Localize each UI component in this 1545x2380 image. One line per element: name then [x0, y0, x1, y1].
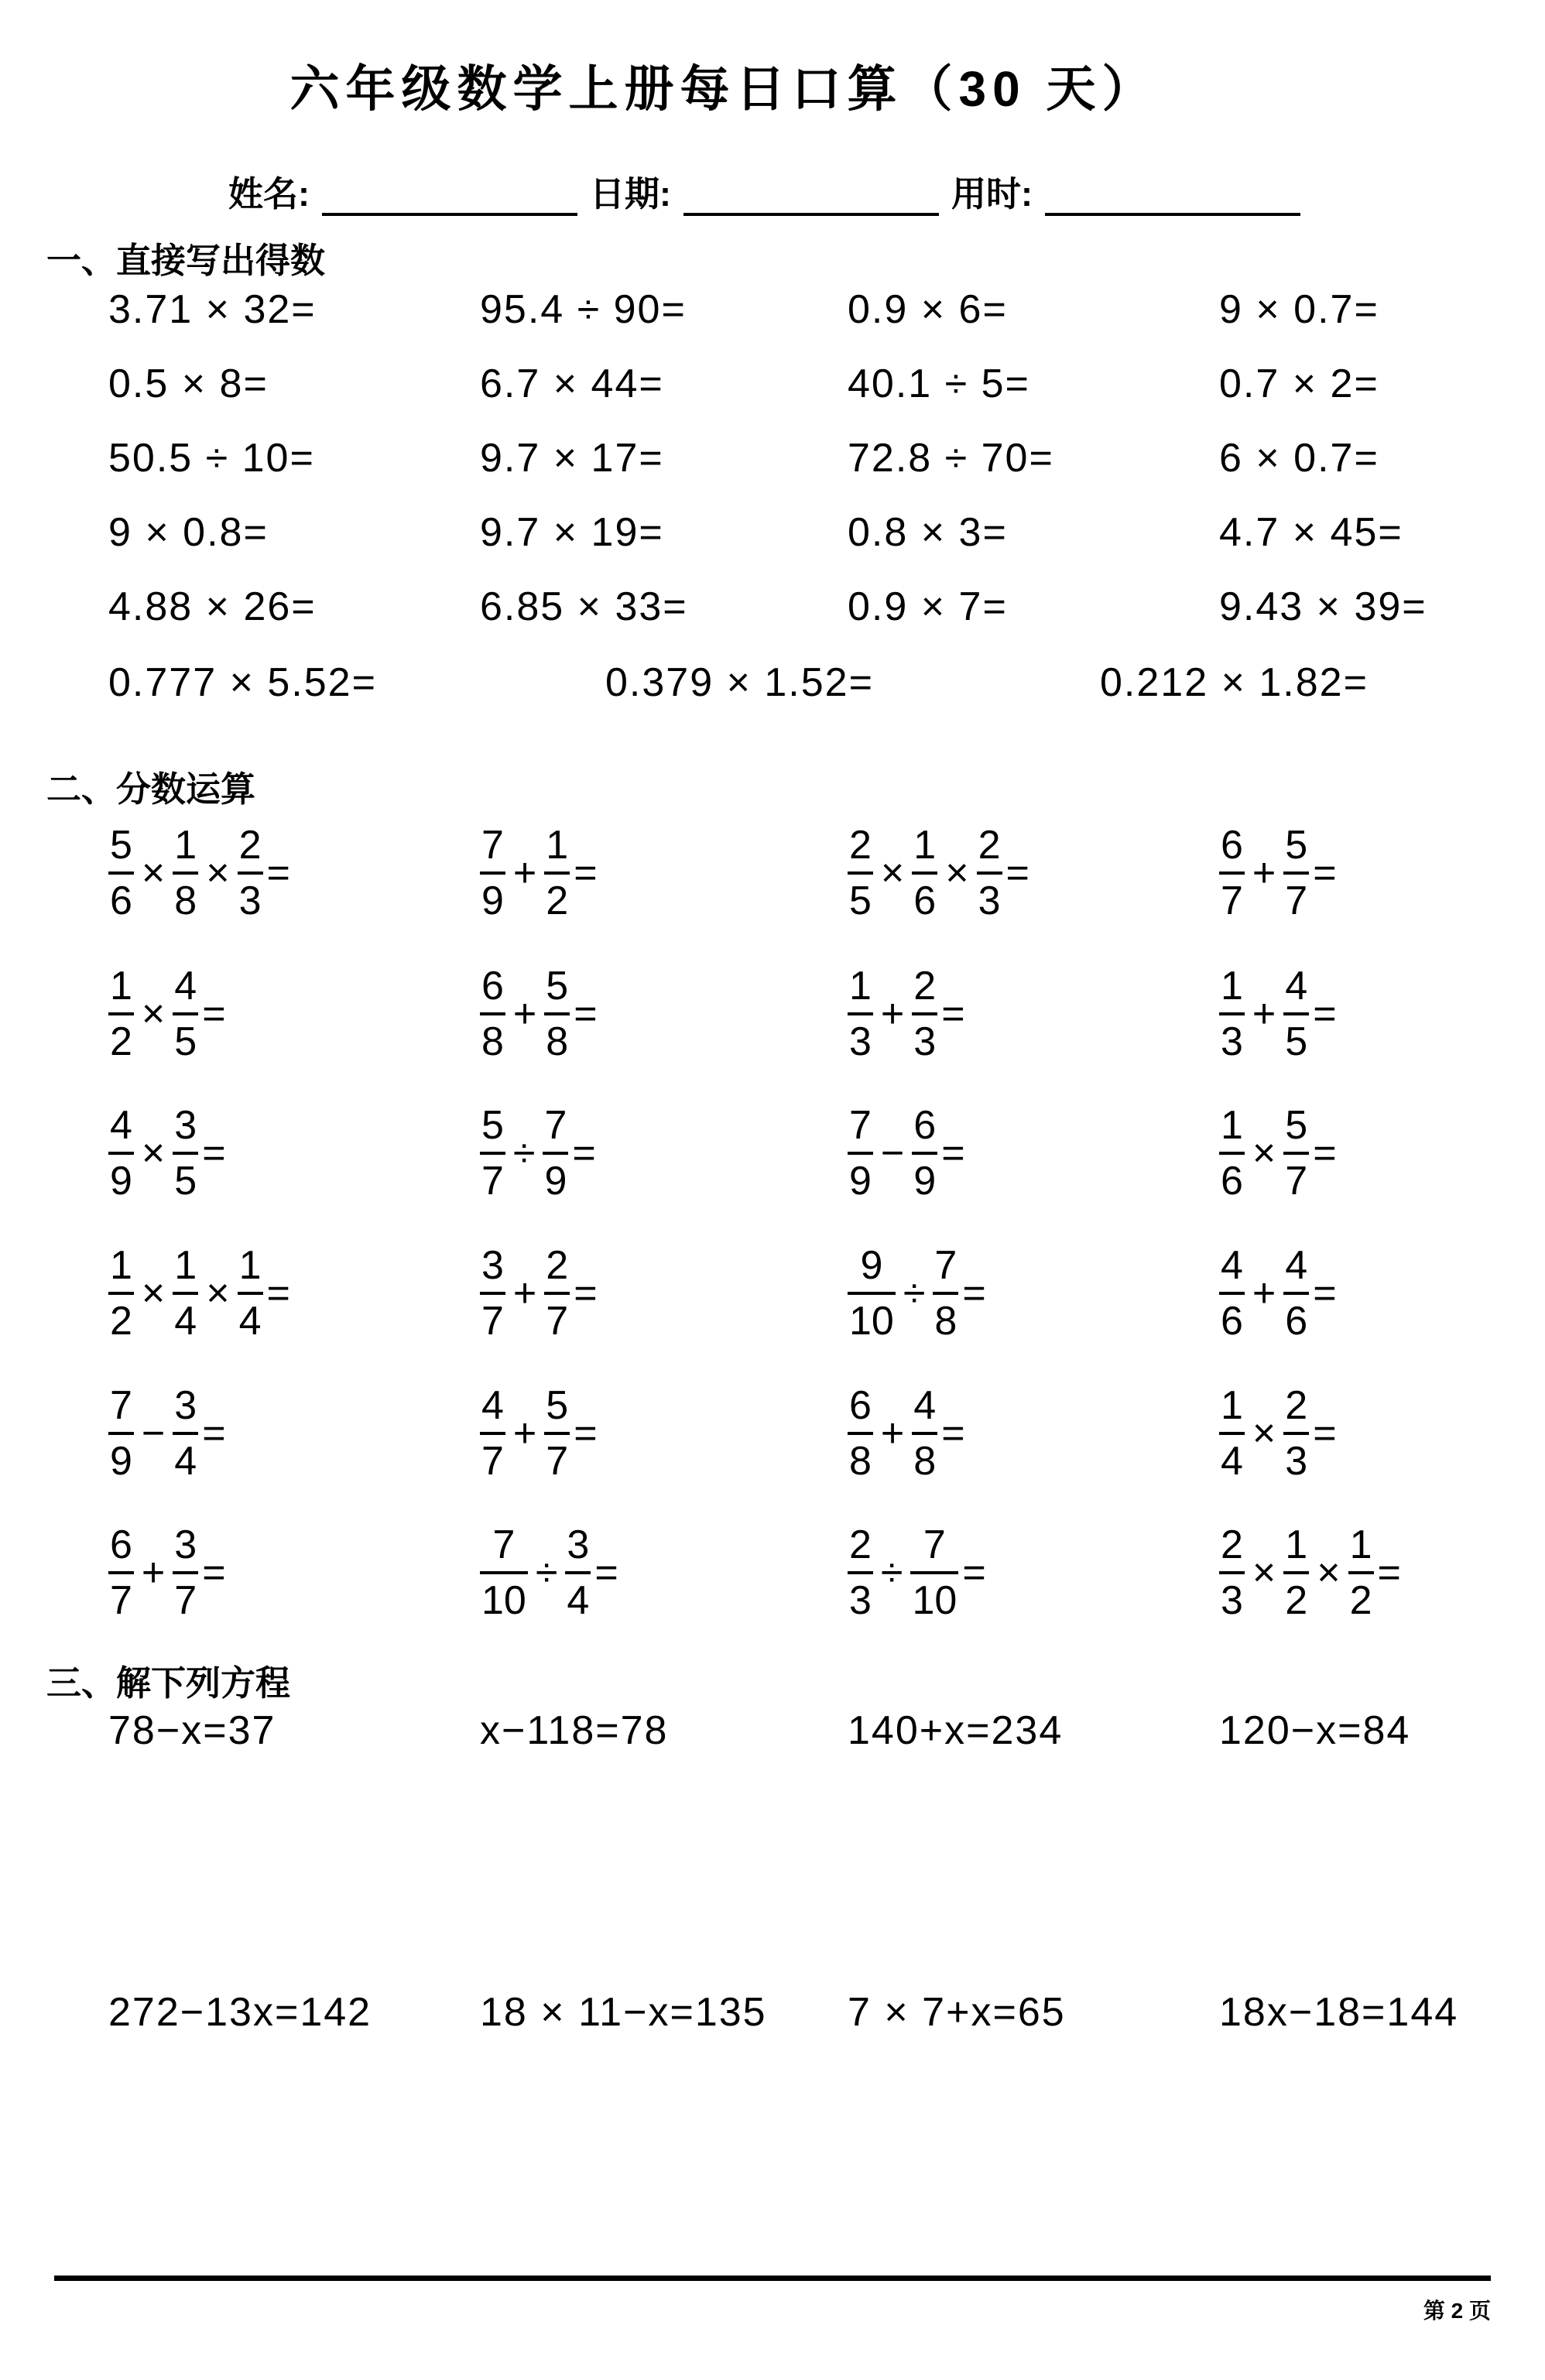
arithmetic-problem: 0.5 × 8=: [108, 361, 269, 406]
denominator: 7: [480, 1292, 505, 1341]
fraction: [848, 1522, 873, 1623]
fraction: [1283, 1243, 1309, 1344]
section-heading-fractions: 二、分数运算: [46, 769, 256, 809]
arithmetic-problem: 6 × 0.7=: [1219, 436, 1379, 481]
name-blank: [322, 205, 577, 216]
fraction: [1219, 1103, 1245, 1204]
equation-problem: 140+x=234: [848, 1708, 1064, 1753]
numerator: 2: [849, 823, 872, 868]
denominator: 3: [1283, 1432, 1309, 1481]
equation-problem: 120−x=84: [1219, 1708, 1411, 1753]
equals-sign: =: [266, 1271, 290, 1316]
operator: +: [512, 851, 537, 895]
equals-sign: =: [941, 991, 965, 1036]
equals-sign: =: [574, 851, 598, 895]
numerator: 3: [567, 1522, 590, 1567]
time-label: 用时:: [951, 174, 1033, 214]
operator: +: [880, 991, 905, 1036]
equals-sign: =: [1313, 851, 1337, 895]
numerator: 7: [934, 1243, 957, 1288]
equals-sign: =: [574, 1271, 598, 1316]
equals-sign: =: [941, 1411, 965, 1456]
fraction-problem: [848, 1522, 986, 1623]
operator: +: [1252, 851, 1276, 895]
denominator: 2: [108, 1012, 134, 1062]
operator: +: [880, 1411, 905, 1456]
fraction: [173, 1383, 198, 1484]
equals-sign: =: [962, 1271, 986, 1316]
fraction: [1219, 825, 1245, 921]
fraction-problem: [480, 1243, 598, 1344]
equation-problem: x−118=78: [480, 1708, 669, 1753]
numerator: 1: [174, 1243, 197, 1288]
fraction: [848, 825, 873, 921]
operator: ÷: [535, 1550, 558, 1595]
fraction: [1219, 1243, 1245, 1344]
arithmetic-problem: 9.43 × 39=: [1219, 584, 1427, 629]
arithmetic-problem: 6.7 × 44=: [480, 361, 664, 406]
page-number: 第 2 页: [1423, 2299, 1491, 2323]
fraction-problem: [848, 1243, 986, 1344]
equals-sign: =: [202, 1550, 226, 1595]
numerator: 5: [110, 823, 132, 868]
date-blank: [683, 205, 939, 216]
numerator: 9: [860, 1243, 883, 1288]
fraction-problem: [108, 1383, 226, 1484]
fraction-problem: [1219, 1383, 1337, 1484]
fraction-problem: [108, 1103, 226, 1204]
numerator: 1: [1221, 964, 1243, 1009]
equals-sign: =: [266, 851, 290, 895]
equation-problem: 272−13x=142: [108, 1990, 372, 2035]
numerator: 4: [1221, 1243, 1243, 1288]
denominator: 3: [1219, 1571, 1245, 1621]
numerator: 1: [913, 823, 937, 868]
denominator: 9: [480, 872, 505, 921]
fraction: [1219, 1522, 1245, 1623]
operator: ÷: [903, 1271, 926, 1316]
equals-sign: =: [1005, 851, 1029, 895]
denominator: 3: [912, 1012, 937, 1062]
operator: ×: [880, 851, 905, 895]
fraction: [912, 966, 937, 1062]
numerator: 1: [1221, 1103, 1243, 1148]
equals-sign: =: [202, 1131, 226, 1176]
fraction: [1219, 1383, 1245, 1484]
fraction: [108, 825, 134, 921]
fraction-problem: [1219, 1243, 1337, 1344]
denominator: 3: [977, 872, 1002, 921]
operator: +: [512, 1411, 537, 1456]
denominator: 6: [1219, 1292, 1245, 1341]
arithmetic-problem: 9 × 0.7=: [1219, 287, 1379, 332]
denominator: 2: [108, 1292, 134, 1341]
numerator: 5: [1285, 1103, 1308, 1148]
denominator: 8: [544, 1012, 570, 1062]
fraction: [565, 1522, 591, 1623]
fraction-problem: [108, 1522, 226, 1623]
numerator: 3: [174, 1103, 197, 1148]
denominator: 10: [848, 1292, 896, 1341]
denominator: 2: [1283, 1571, 1309, 1621]
fraction-problem: [1219, 1522, 1401, 1623]
fraction: [933, 1243, 958, 1344]
numerator: 2: [546, 1243, 569, 1288]
arithmetic-problem: 95.4 ÷ 90=: [480, 287, 687, 332]
denominator: 8: [480, 1012, 505, 1062]
operator: +: [1252, 1271, 1276, 1316]
fraction: [108, 1522, 134, 1623]
equals-sign: =: [1313, 1271, 1337, 1316]
fraction: [480, 1383, 505, 1484]
equals-sign: =: [941, 1131, 965, 1176]
denominator: 3: [848, 1012, 873, 1062]
denominator: 8: [933, 1292, 958, 1341]
equals-sign: =: [962, 1550, 986, 1595]
fraction: [848, 1243, 896, 1344]
numerator: 7: [544, 1103, 567, 1148]
fraction: [1219, 966, 1245, 1062]
operator: ÷: [512, 1131, 536, 1176]
denominator: 9: [108, 1432, 134, 1481]
denominator: 7: [544, 1292, 570, 1341]
fraction: [848, 1103, 873, 1204]
fraction: [544, 825, 570, 921]
fraction: [544, 1243, 570, 1344]
fraction: [543, 1103, 568, 1204]
operator: ×: [1252, 1131, 1276, 1176]
denominator: 6: [108, 872, 134, 921]
denominator: 10: [480, 1571, 528, 1621]
fraction-problem: [480, 966, 598, 1062]
denominator: 6: [1283, 1292, 1309, 1341]
numerator: 4: [481, 1383, 504, 1428]
numerator: 2: [913, 964, 937, 1009]
operator: ×: [141, 1271, 166, 1316]
fraction: [1283, 966, 1309, 1062]
arithmetic-problem: 9.7 × 19=: [480, 510, 664, 555]
fraction: [912, 825, 937, 921]
denominator: 7: [544, 1432, 570, 1481]
operator: +: [141, 1550, 166, 1595]
arithmetic-problem: 0.379 × 1.52=: [605, 660, 874, 705]
fraction-problem: [1219, 825, 1337, 921]
fraction: [1283, 1522, 1309, 1623]
fraction: [480, 1243, 505, 1344]
numerator: 6: [110, 1522, 132, 1567]
numerator: 4: [1285, 964, 1308, 1009]
fraction: [1283, 1383, 1309, 1484]
fraction: [108, 1383, 134, 1484]
denominator: 3: [238, 872, 263, 921]
fraction-problem: [480, 1383, 598, 1484]
fraction: [173, 1243, 198, 1344]
denominator: 7: [480, 1432, 505, 1481]
numerator: 2: [1221, 1522, 1243, 1567]
denominator: 8: [912, 1432, 937, 1481]
denominator: 4: [1219, 1432, 1245, 1481]
fraction: [1348, 1522, 1374, 1623]
fraction-problem: [848, 1103, 965, 1204]
operator: −: [880, 1131, 905, 1176]
operator: +: [1252, 991, 1276, 1036]
fraction: [848, 966, 873, 1062]
fraction: [910, 1522, 958, 1623]
numerator: 2: [238, 823, 262, 868]
time-blank: [1045, 205, 1300, 216]
arithmetic-problem: 9 × 0.8=: [108, 510, 269, 555]
numerator: 1: [174, 823, 197, 868]
equals-sign: =: [202, 1411, 226, 1456]
fraction: [848, 1383, 873, 1484]
denominator: 7: [108, 1571, 134, 1621]
fraction-problem: [1219, 966, 1337, 1062]
numerator: 1: [110, 964, 132, 1009]
fraction: [108, 1103, 134, 1204]
fraction-problem: [848, 825, 1029, 921]
denominator: 7: [1283, 1152, 1309, 1201]
numerator: 7: [923, 1522, 946, 1567]
fraction-problem: [108, 825, 290, 921]
numerator: 6: [849, 1383, 872, 1428]
arithmetic-problem: 9.7 × 17=: [480, 436, 664, 481]
fraction-problem: [480, 825, 598, 921]
fraction: [1283, 825, 1309, 921]
operator: ×: [1317, 1550, 1341, 1595]
equals-sign: =: [1377, 1550, 1401, 1595]
numerator: 1: [849, 964, 872, 1009]
denominator: 2: [1348, 1571, 1374, 1621]
fraction: [977, 825, 1002, 921]
numerator: 1: [110, 1243, 132, 1288]
numerator: 2: [978, 823, 1001, 868]
denominator: 9: [912, 1152, 937, 1201]
denominator: 4: [565, 1571, 591, 1621]
denominator: 7: [1219, 872, 1245, 921]
denominator: 3: [848, 1571, 873, 1621]
equals-sign: =: [1313, 991, 1337, 1036]
denominator: 6: [1219, 1152, 1245, 1201]
equation-problem: 78−x=37: [108, 1708, 276, 1753]
numerator: 1: [1285, 1522, 1308, 1567]
fraction: [108, 1243, 134, 1344]
denominator: 9: [108, 1152, 134, 1201]
operator: ×: [141, 991, 166, 1036]
section-heading-arithmetic: 一、直接写出得数: [46, 241, 326, 280]
denominator: 4: [238, 1292, 263, 1341]
denominator: 8: [848, 1432, 873, 1481]
fraction: [173, 1103, 198, 1204]
denominator: 9: [848, 1152, 873, 1201]
fraction: [173, 1522, 198, 1623]
operator: ×: [141, 1131, 166, 1176]
numerator: 5: [546, 1383, 569, 1428]
numerator: 7: [849, 1103, 872, 1148]
fraction: [480, 825, 505, 921]
name-date-time-line: [228, 166, 1300, 216]
numerator: 4: [110, 1103, 132, 1148]
arithmetic-problem: 6.85 × 33=: [480, 584, 688, 629]
fraction: [1283, 1103, 1309, 1204]
fraction: [912, 1103, 937, 1204]
equation-problem: 18 × 11−x=135: [480, 1990, 767, 2035]
arithmetic-problem: 50.5 ÷ 10=: [108, 436, 315, 481]
denominator: 7: [1283, 872, 1309, 921]
numerator: 1: [546, 823, 569, 868]
arithmetic-problem: 3.71 × 32=: [108, 287, 317, 332]
arithmetic-problem: 0.7 × 2=: [1219, 361, 1379, 406]
denominator: 2: [544, 872, 570, 921]
fraction-problem: [848, 1383, 965, 1484]
equation-problem: 7 × 7+x=65: [848, 1990, 1066, 2035]
fraction: [173, 825, 198, 921]
denominator: 4: [173, 1432, 198, 1481]
denominator: 7: [173, 1571, 198, 1621]
numerator: 4: [174, 964, 197, 1009]
fraction: [480, 966, 505, 1062]
fraction: [480, 1522, 528, 1623]
operator: ×: [206, 1271, 230, 1316]
operator: −: [141, 1411, 166, 1456]
name-label: 姓名:: [228, 174, 310, 214]
denominator: 10: [910, 1571, 958, 1621]
fraction-problem: [1219, 1103, 1337, 1204]
denominator: 9: [543, 1152, 568, 1201]
fraction-problem: [108, 1243, 290, 1344]
numerator: 3: [174, 1522, 197, 1567]
fraction: [238, 1243, 263, 1344]
denominator: 4: [173, 1292, 198, 1341]
equals-sign: =: [574, 991, 598, 1036]
arithmetic-problem: 0.777 × 5.52=: [108, 660, 377, 705]
denominator: 5: [173, 1152, 198, 1201]
denominator: 6: [912, 872, 937, 921]
arithmetic-problem: 72.8 ÷ 70=: [848, 436, 1054, 481]
fraction-problem: [848, 966, 965, 1062]
numerator: 7: [110, 1383, 132, 1428]
fraction: [480, 1103, 505, 1204]
fraction: [544, 966, 570, 1062]
section-heading-equations: 三、解下列方程: [46, 1663, 291, 1703]
denominator: 5: [848, 872, 873, 921]
page-title: 六年级数学上册每日口算（30 天）: [289, 61, 1158, 117]
numerator: 5: [1285, 823, 1308, 868]
equals-sign: =: [572, 1131, 596, 1176]
numerator: 3: [481, 1243, 504, 1288]
denominator: 7: [480, 1152, 505, 1201]
denominator: 5: [1283, 1012, 1309, 1062]
equals-sign: =: [594, 1550, 618, 1595]
operator: +: [512, 1271, 537, 1316]
numerator: 2: [849, 1522, 872, 1567]
fraction: [238, 825, 263, 921]
arithmetic-problem: 0.8 × 3=: [848, 510, 1008, 555]
equation-problem: 18x−18=144: [1219, 1990, 1459, 2035]
numerator: 5: [546, 964, 569, 1009]
arithmetic-problem: 0.212 × 1.82=: [1100, 660, 1369, 705]
denominator: 5: [173, 1012, 198, 1062]
numerator: 5: [481, 1103, 504, 1148]
equals-sign: =: [1313, 1131, 1337, 1176]
equals-sign: =: [202, 991, 226, 1036]
numerator: 6: [481, 964, 504, 1009]
numerator: 3: [174, 1383, 197, 1428]
fraction: [108, 966, 134, 1062]
arithmetic-problem: 40.1 ÷ 5=: [848, 361, 1030, 406]
numerator: 6: [913, 1103, 937, 1148]
footer-divider: [54, 2276, 1491, 2281]
date-label: 日期:: [590, 174, 671, 214]
fraction: [173, 966, 198, 1062]
arithmetic-problem: 0.9 × 6=: [848, 287, 1008, 332]
operator: ×: [1252, 1411, 1276, 1456]
numerator: 7: [492, 1522, 516, 1567]
fraction-problem: [480, 1103, 596, 1204]
fraction: [912, 1383, 937, 1484]
arithmetic-problem: 4.88 × 26=: [108, 584, 317, 629]
operator: ÷: [880, 1550, 903, 1595]
arithmetic-problem: 4.7 × 45=: [1219, 510, 1403, 555]
operator: ×: [206, 851, 230, 895]
equals-sign: =: [1313, 1411, 1337, 1456]
fraction-problem: [480, 1522, 618, 1623]
numerator: 1: [238, 1243, 262, 1288]
equals-sign: =: [574, 1411, 598, 1456]
operator: ×: [945, 851, 969, 895]
numerator: 1: [1349, 1522, 1372, 1567]
operator: +: [512, 991, 537, 1036]
denominator: 3: [1219, 1012, 1245, 1062]
fraction: [544, 1383, 570, 1484]
numerator: 6: [1221, 823, 1243, 868]
numerator: 4: [1285, 1243, 1308, 1288]
denominator: 8: [173, 872, 198, 921]
arithmetic-problem: 0.9 × 7=: [848, 584, 1008, 629]
operator: ×: [1252, 1550, 1276, 1595]
numerator: 1: [1221, 1383, 1243, 1428]
numerator: 4: [913, 1383, 937, 1428]
numerator: 7: [481, 823, 504, 868]
operator: ×: [141, 851, 166, 895]
numerator: 2: [1285, 1383, 1308, 1428]
fraction-problem: [108, 966, 226, 1062]
